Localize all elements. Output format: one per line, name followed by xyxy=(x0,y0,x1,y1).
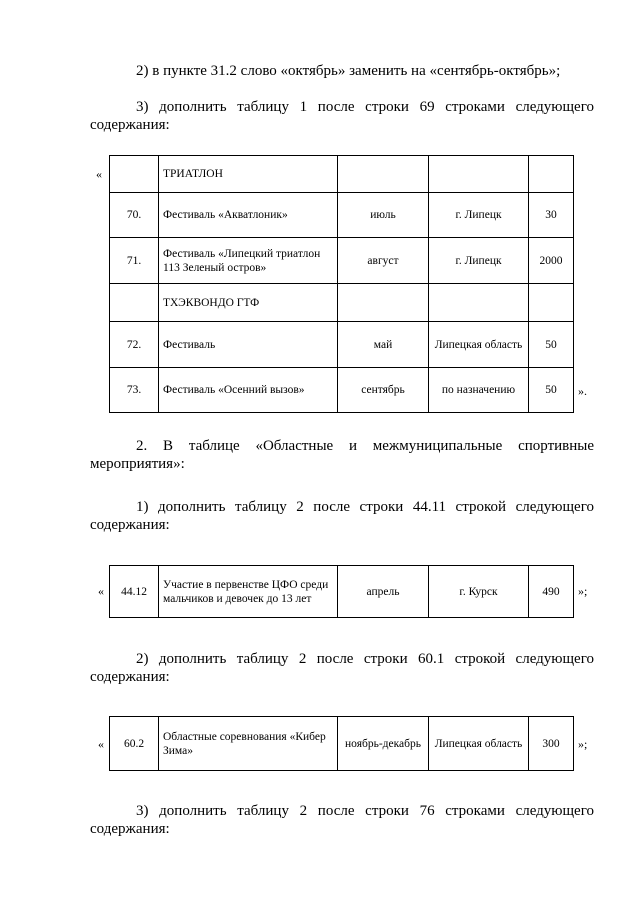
participant-count: 300 xyxy=(529,717,574,771)
event-period: август xyxy=(338,238,429,284)
table3-open-quote: « xyxy=(98,737,104,751)
table2-open-quote: « xyxy=(98,584,104,598)
table1-close-quote: ». xyxy=(578,384,587,398)
event-period: июль xyxy=(338,193,429,238)
row-number: 71. xyxy=(110,238,159,284)
table-row xyxy=(110,284,574,322)
section-heading: ТРИАТЛОН xyxy=(159,156,338,193)
event-location: г. Липецк xyxy=(429,193,529,238)
table3-close-quote: »; xyxy=(578,737,588,751)
event-location xyxy=(429,284,529,322)
participant-count: 2000 xyxy=(529,238,574,284)
event-name: Участие в первенстве ЦФО среди мальчиков и девочек до 13 лет xyxy=(159,566,338,618)
table-row xyxy=(110,193,574,238)
participant-count: 490 xyxy=(529,566,574,618)
table1 xyxy=(109,155,574,413)
event-location: Липецкая область xyxy=(429,322,529,368)
event-period xyxy=(338,156,429,193)
table-row xyxy=(110,717,574,771)
participant-count: 50 xyxy=(529,368,574,413)
event-period xyxy=(338,284,429,322)
event-period: сентябрь xyxy=(338,368,429,413)
event-name: Фестиваль «Осенний вызов» xyxy=(159,368,338,413)
table1-open-quote: « xyxy=(96,167,102,181)
paragraph-item-3-table1: 3) дополнить таблицу 1 после строки 69 строками следующего содержания: xyxy=(90,99,594,133)
event-period: апрель xyxy=(338,566,429,618)
participant-count: 50 xyxy=(529,322,574,368)
event-location: г. Липецк xyxy=(429,238,529,284)
row-number xyxy=(110,156,159,193)
event-name: Фестиваль «Акватлоник» xyxy=(159,193,338,238)
event-location: Липецкая область xyxy=(429,717,529,771)
paragraph-item-3-table2: 3) дополнить таблицу 2 после строки 76 строками следующего содержания: xyxy=(90,803,594,837)
row-number: 70. xyxy=(110,193,159,238)
table2 xyxy=(109,565,574,618)
event-name: Фестиваль «Липецкий триатлон 113 Зеленый остров» xyxy=(159,238,338,284)
event-period: май xyxy=(338,322,429,368)
participant-count xyxy=(529,284,574,322)
event-location xyxy=(429,156,529,193)
paragraph-item-1-table2: 1) дополнить таблицу 2 после строки 44.11 строкой следующего содержания: xyxy=(90,499,594,533)
table-row xyxy=(110,238,574,284)
event-location: г. Курск xyxy=(429,566,529,618)
event-name: Фестиваль xyxy=(159,322,338,368)
table-row xyxy=(110,566,574,618)
section-heading: ТХЭКВОНДО ГТФ xyxy=(159,284,338,322)
event-location: по назначению xyxy=(429,368,529,413)
event-name: Областные соревнования «Кибер Зима» xyxy=(159,717,338,771)
table-row xyxy=(110,156,574,193)
event-period: ноябрь-декабрь xyxy=(338,717,429,771)
participant-count: 30 xyxy=(529,193,574,238)
paragraph-section-2: 2. В таблице «Областные и межмуниципальные спортивные мероприятия»: xyxy=(90,438,594,472)
row-number: 60.2 xyxy=(110,717,159,771)
table-row xyxy=(110,368,574,413)
table3 xyxy=(109,716,574,771)
table-row xyxy=(110,322,574,368)
paragraph-item-2: 2) в пункте 31.2 слово «октябрь» заменить на «сентябрь-октябрь»; xyxy=(136,63,561,79)
row-number: 73. xyxy=(110,368,159,413)
paragraph-item-2-table2: 2) дополнить таблицу 2 после строки 60.1 строкой следующего содержания: xyxy=(90,651,594,685)
row-number: 72. xyxy=(110,322,159,368)
row-number xyxy=(110,284,159,322)
participant-count xyxy=(529,156,574,193)
table2-close-quote: »; xyxy=(578,584,588,598)
row-number: 44.12 xyxy=(110,566,159,618)
